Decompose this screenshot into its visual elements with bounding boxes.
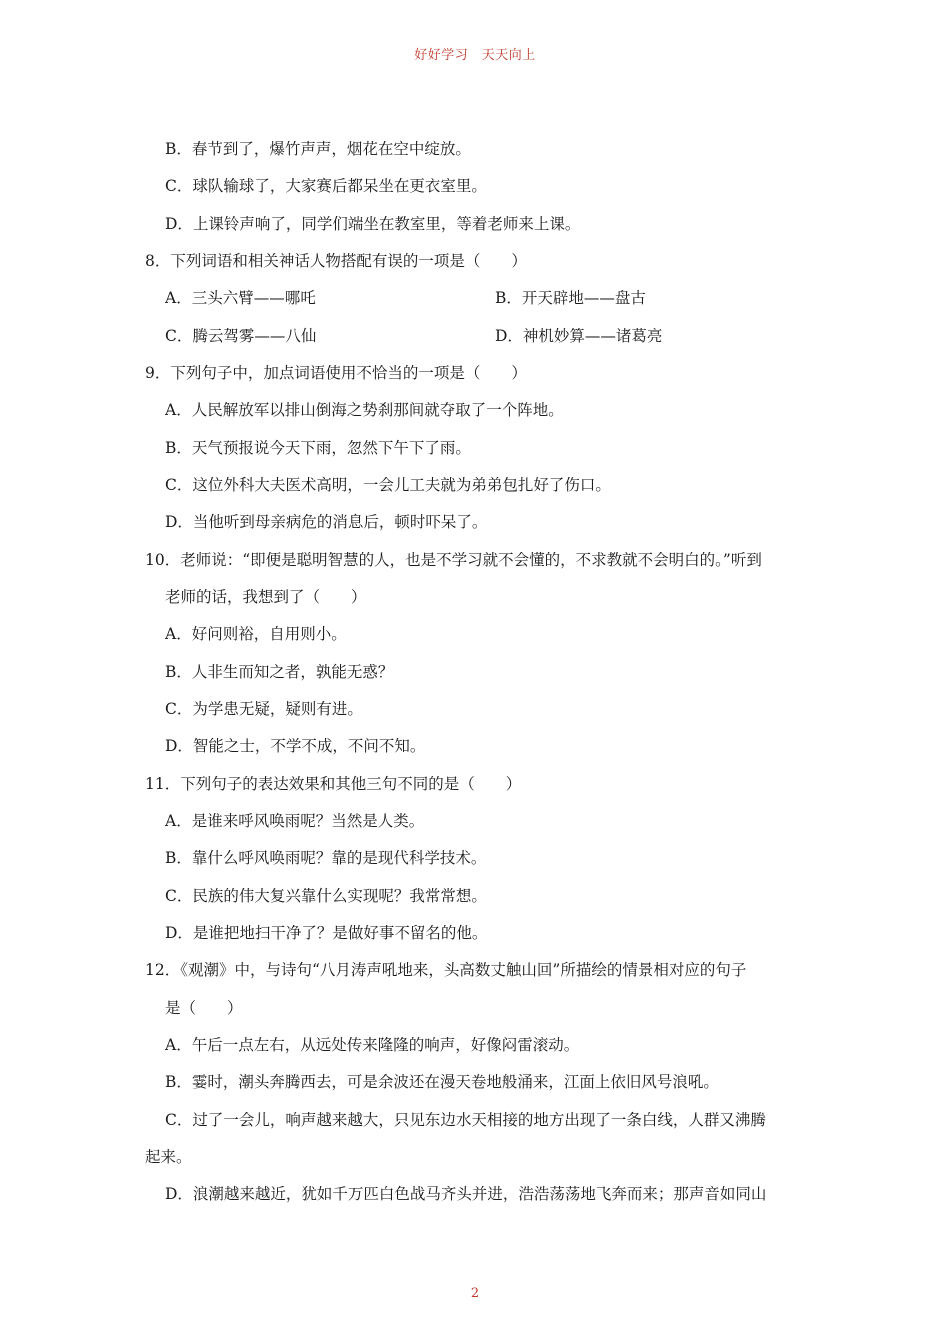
option-11c: C．民族的伟大复兴靠什么实现呢？我常常想。 xyxy=(165,887,487,905)
option-9d: D．当他听到母亲病危的消息后，顿时吓呆了。 xyxy=(165,513,488,531)
option-8d: D．神机妙算——诸葛亮 xyxy=(495,327,663,345)
option-11d: D．是谁把地扫干净了？是做好事不留名的他。 xyxy=(165,924,488,942)
option-12a: A．午后一点左右，从远处传来隆隆的响声，好像闷雷滚动。 xyxy=(165,1036,580,1054)
option-8b: B．开天辟地——盘古 xyxy=(495,289,646,307)
option-7c: C．球队输球了，大家赛后都呆坐在更衣室里。 xyxy=(165,177,487,195)
option-7b: B．春节到了，爆竹声声，烟花在空中绽放。 xyxy=(165,140,471,158)
option-10d: D．智能之士，不学不成，不问不知。 xyxy=(165,737,426,755)
option-11a: A．是谁来呼风唤雨呢？当然是人类。 xyxy=(165,812,425,830)
question-9: 9．下列句子中，加点词语使用不恰当的一项是（ ） xyxy=(145,364,527,382)
question-8: 8．下列词语和相关神话人物搭配有误的一项是（ ） xyxy=(145,252,527,270)
question-10-cont: 老师的话，我想到了（ ） xyxy=(165,588,367,606)
page-number: 2 xyxy=(470,1286,480,1301)
option-10c: C．为学患无疑，疑则有进。 xyxy=(165,700,363,718)
option-8c: C．腾云驾雾——八仙 xyxy=(165,327,317,345)
option-11b: B．靠什么呼风唤雨呢？靠的是现代科学技术。 xyxy=(165,849,487,867)
question-12: 12．《观潮》中，与诗句“八月涛声吼地来，头高数丈触山回”所描绘的情景相对应的句子 xyxy=(145,961,747,979)
option-12d: D．浪潮越来越近，犹如千万匹白色战马齐头并进，浩浩荡荡地飞奔而来；那声音如同山 xyxy=(165,1185,767,1203)
option-12b: B．霎时，潮头奔腾西去，可是余波还在漫天卷地般涌来，江面上依旧风号浪吼。 xyxy=(165,1073,719,1091)
question-10: 10．老师说：“即便是聪明智慧的人，也是不学习就不会懂的，不求教就不会明白的。”听到 xyxy=(145,551,762,569)
option-10a: A．好问则裕，自用则小。 xyxy=(165,625,347,643)
option-7d: D．上课铃声响了，同学们端坐在教室里，等着老师来上课。 xyxy=(165,215,581,233)
question-11: 11．下列句子的表达效果和其他三句不同的是（ ） xyxy=(145,775,522,793)
page-header: 好好学习 天天向上 xyxy=(414,48,536,63)
option-9c: C．这位外科大夫医术高明，一会儿工夫就为弟弟包扎好了伤口。 xyxy=(165,476,611,494)
option-9b: B．天气预报说今天下雨，忽然下午下了雨。 xyxy=(165,439,471,457)
option-10b: B．人非生而知之者，孰能无惑？ xyxy=(165,663,394,681)
option-12c-cont: 起来。 xyxy=(145,1148,192,1166)
question-12-cont: 是（ ） xyxy=(165,999,243,1017)
option-12c: C．过了一会儿，响声越来越大，只见东边水天相接的地方出现了一条白线，人群又沸腾 xyxy=(165,1111,766,1129)
option-9a: A．人民解放军以排山倒海之势刹那间就夺取了一个阵地。 xyxy=(165,401,564,419)
option-8a: A．三头六臂——哪吒 xyxy=(165,289,316,307)
